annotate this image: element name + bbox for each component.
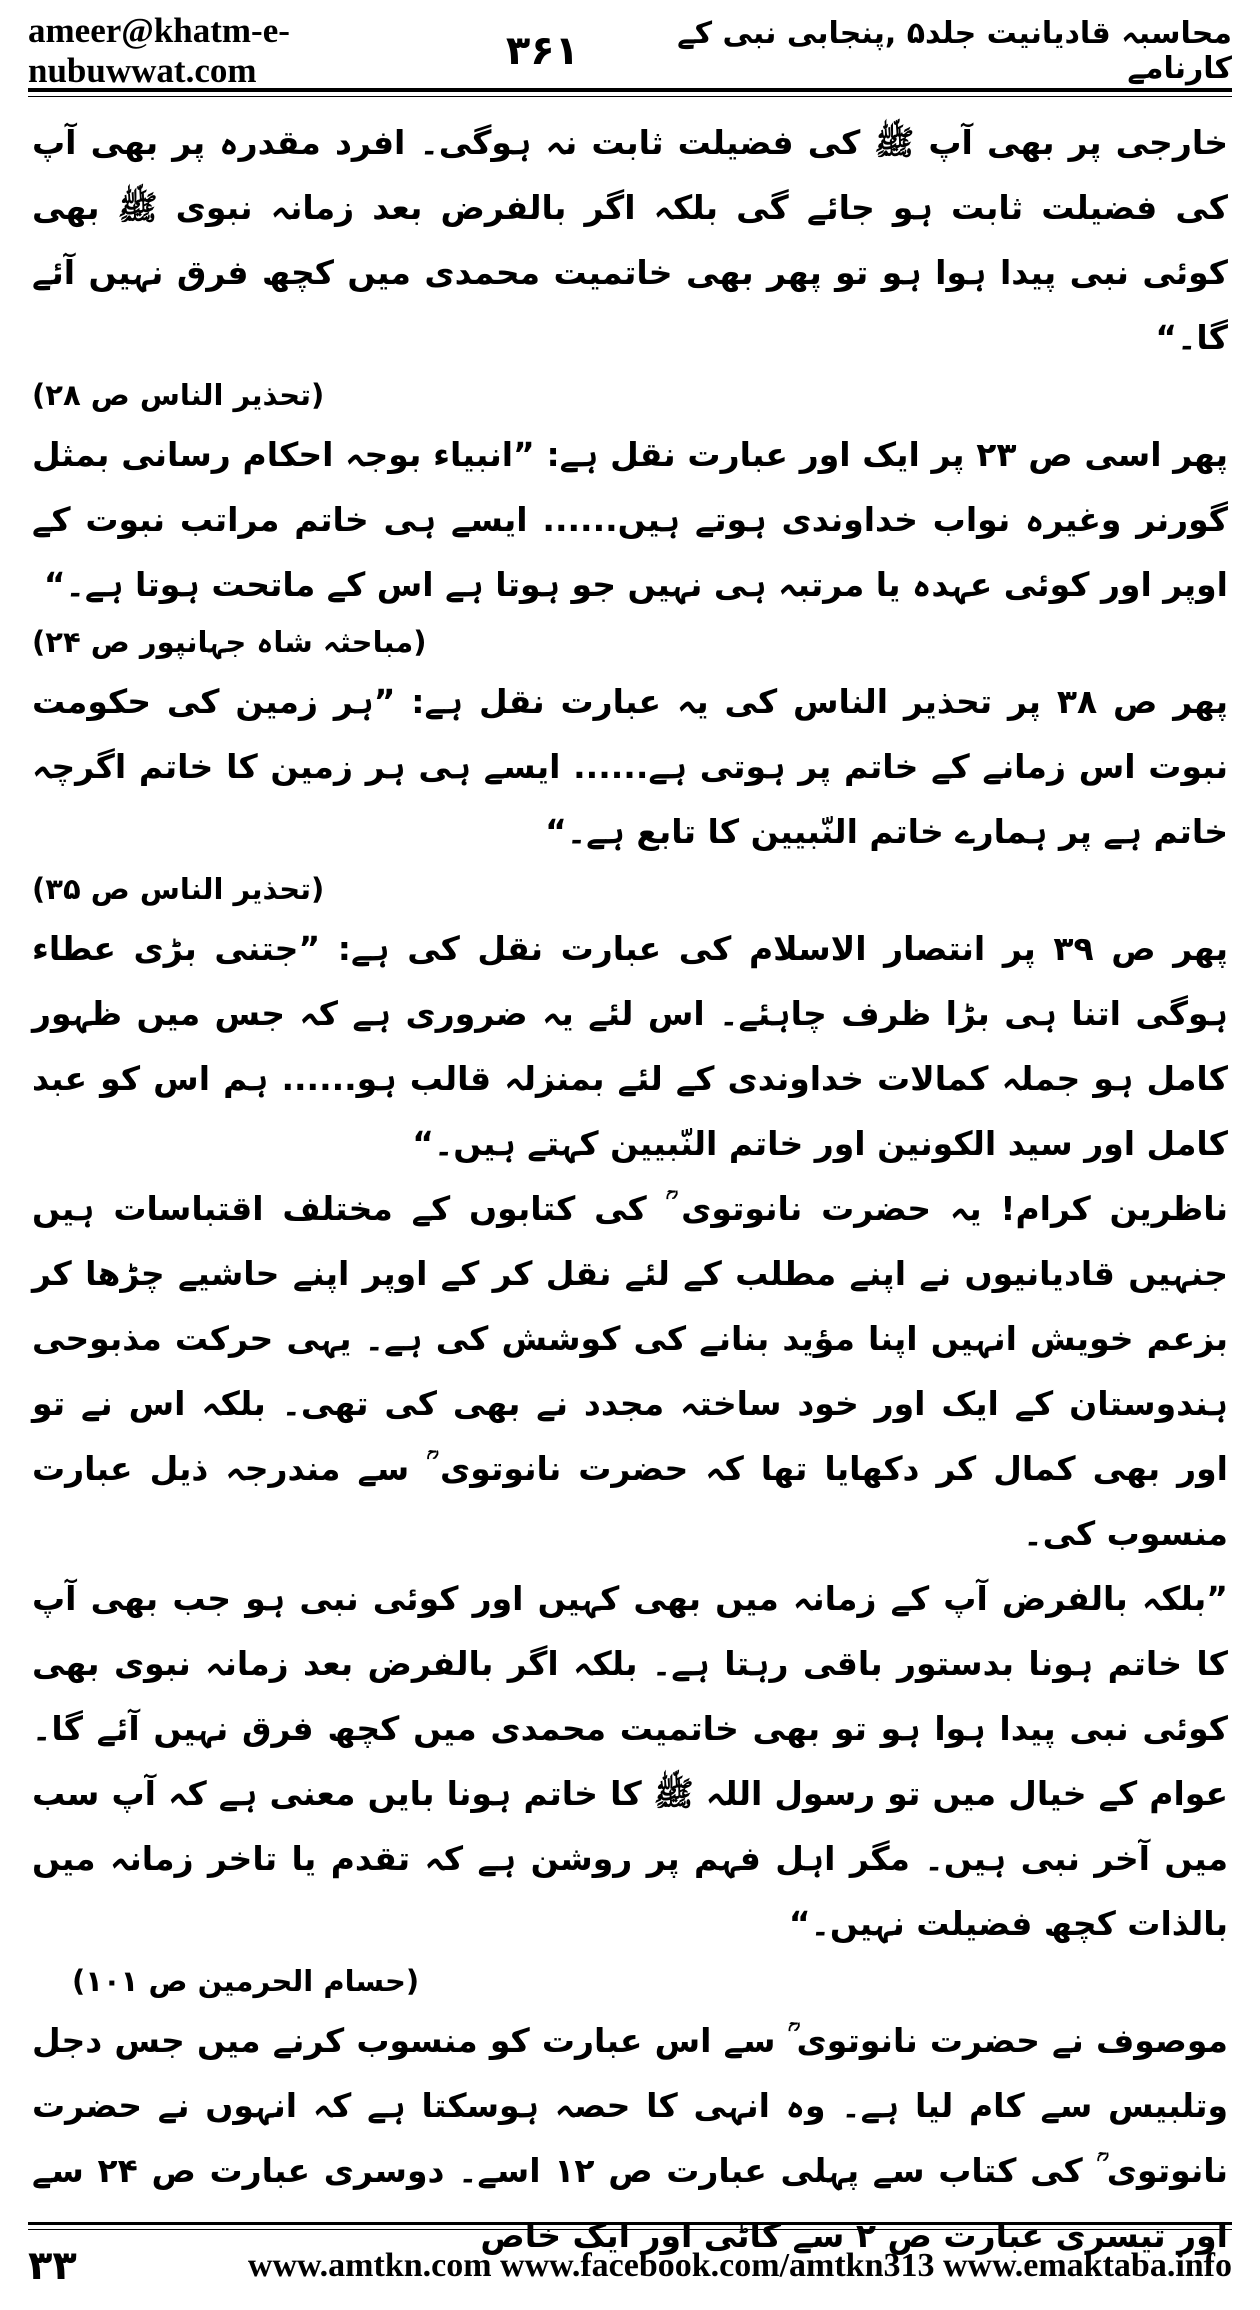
paragraph-3: پھر ص ۳۸ پر تحذیر الناس کی یہ عبارت نقل ہے: ”ہر زمین کی حکومت نبوت اس زمانے کے خاتم پر ہوتی ہے...... ایسے ہی ہر زمین کا خاتم اگرچہ خاتم ہے پر ہمارے خاتم النّبیین کا تابع ہے۔“: [32, 682, 1228, 851]
paragraph-2: پھر اسی ص ۲۳ پر ایک اور عبارت نقل ہے: ”انبیاء بوجہ احکام رسانی بمثل گورنر وغیرہ نواب خداوندی ہوتے ہیں...... ایسے ہی خاتم مراتب نبوت کے اوپر اور کوئی عہدہ یا مرتبہ ہی نہیں جو ہوتا ہے اس کے ماتحت ہوتا ہے۔“: [32, 435, 1228, 604]
reference-3: (تحذیر الناس ص ۳۵): [32, 872, 325, 906]
paragraph-6-quote: ”بلکہ بالفرض آپ کے زمانہ میں بھی کہیں اور کوئی نبی ہو جب بھی آپ کا خاتم ہونا بدستور باقی رہتا ہے۔ بلکہ اگر بالفرض بعد زمانہ نبوی بھی کوئی نبی پیدا ہوا ہو تو بھی خاتمیت محمدی میں کچھ فرق نہیں آئے گا۔ عوام کے خیال میں تو رسول اللہ ﷺ کا خاتم ہونا بایں معنی ہے کہ آپ سب میں آخر نبی ہیں۔ مگر اہل فہم پر روشن ہے کہ تقدم یا تاخر زمانہ میں بالذات کچھ فضیلت نہیں۔“: [32, 1579, 1228, 1943]
page-body: [32, 110, 1228, 2255]
paragraph-4: پھر ص ۳۹ پر انتصار الاسلام کی عبارت نقل کی ہے: ”جتنی بڑی عطاء ہوگی اتنا ہی بڑا ظرف چاہئے۔ اس لئے یہ ضروری ہے کہ جس میں ظہور کامل ہو جملہ کمالات خداوندی کے لئے بمنزلہ قالب ہو...... ہم اس کو عبد کامل اور سید الکونین اور خاتم النّبیین کہتے ہیں۔“: [32, 929, 1228, 1163]
footer-rule-thin: [28, 2229, 1232, 2230]
header-running-title: محاسبہ قادیانیت جلد۵ ,پنجابی نبی کے کارنامے: [677, 16, 1232, 86]
header-page-number: ۳۶۱: [505, 28, 580, 74]
reference-1: (تحذیر الناس ص ۲۸): [32, 378, 325, 412]
footer-page-number: ۳۳: [28, 2243, 77, 2289]
footer-rule: [28, 2222, 1232, 2225]
paragraph-5: ناظرین کرام! یہ حضرت نانوتوی ؒ کی کتابوں کے مختلف اقتباسات ہیں جنہیں قادیانیوں نے اپنے مطلب کے لئے نقل کر کے اوپر اپنے حاشیے چڑھا کر بزعم خویش انہیں اپنا مؤید بنانے کی کوشش کی ہے۔ یہی حرکت مذبوحی ہندوستان کے ایک اور خود ساختہ مجدد نے بھی کی تھی۔ بلکہ اس نے تو اور بھی کمال کر دکھایا تھا کہ حضرت نانوتوی ؒ سے مندرجہ ذیل عبارت منسوب کی۔: [32, 1189, 1228, 1553]
paragraph-7: موصوف نے حضرت نانوتوی ؒ سے اس عبارت کو منسوب کرنے میں جس دجل وتلبیس سے کام لیا ہے۔ وہ انہی کا حصہ ہوسکتا ہے کہ انہوں نے حضرت نانوتوی ؒ کی کتاب سے پہلی عبارت ص ۱۲ اسے۔ دوسری عبارت ص ۲۴ سے اور تیسری عبارت ص ۲ سے کاٹی اور ایک خاص: [32, 2021, 1228, 2255]
header-rule: [28, 88, 1232, 92]
header-rule-thin: [28, 96, 1232, 97]
footer-links: www.amtkn.com www.facebook.com/amtkn313 www.emaktaba.info: [247, 2247, 1232, 2284]
header-email: ameer@khatm-e-nubuwwat.com: [28, 11, 290, 90]
reference-2: (مباحثہ شاہ جہانپور ص ۲۴): [32, 625, 427, 659]
page-header: [28, 11, 1232, 90]
reference-4: (حسام الحرمین ص ۱۰۱): [72, 1964, 420, 1998]
page-footer: [28, 2236, 1232, 2296]
paragraph-1: خارجی پر بھی آپ ﷺ کی فضیلت ثابت نہ ہوگی۔ افرد مقدرہ پر بھی آپ کی فضیلت ثابت ہو جائے گی بلکہ اگر بالفرض بعد زمانہ نبوی ﷺ بھی کوئی نبی پیدا ہوا ہو تو پھر بھی خاتمیت محمدی میں کچھ فرق نہیں آئے گا۔“: [32, 123, 1228, 357]
